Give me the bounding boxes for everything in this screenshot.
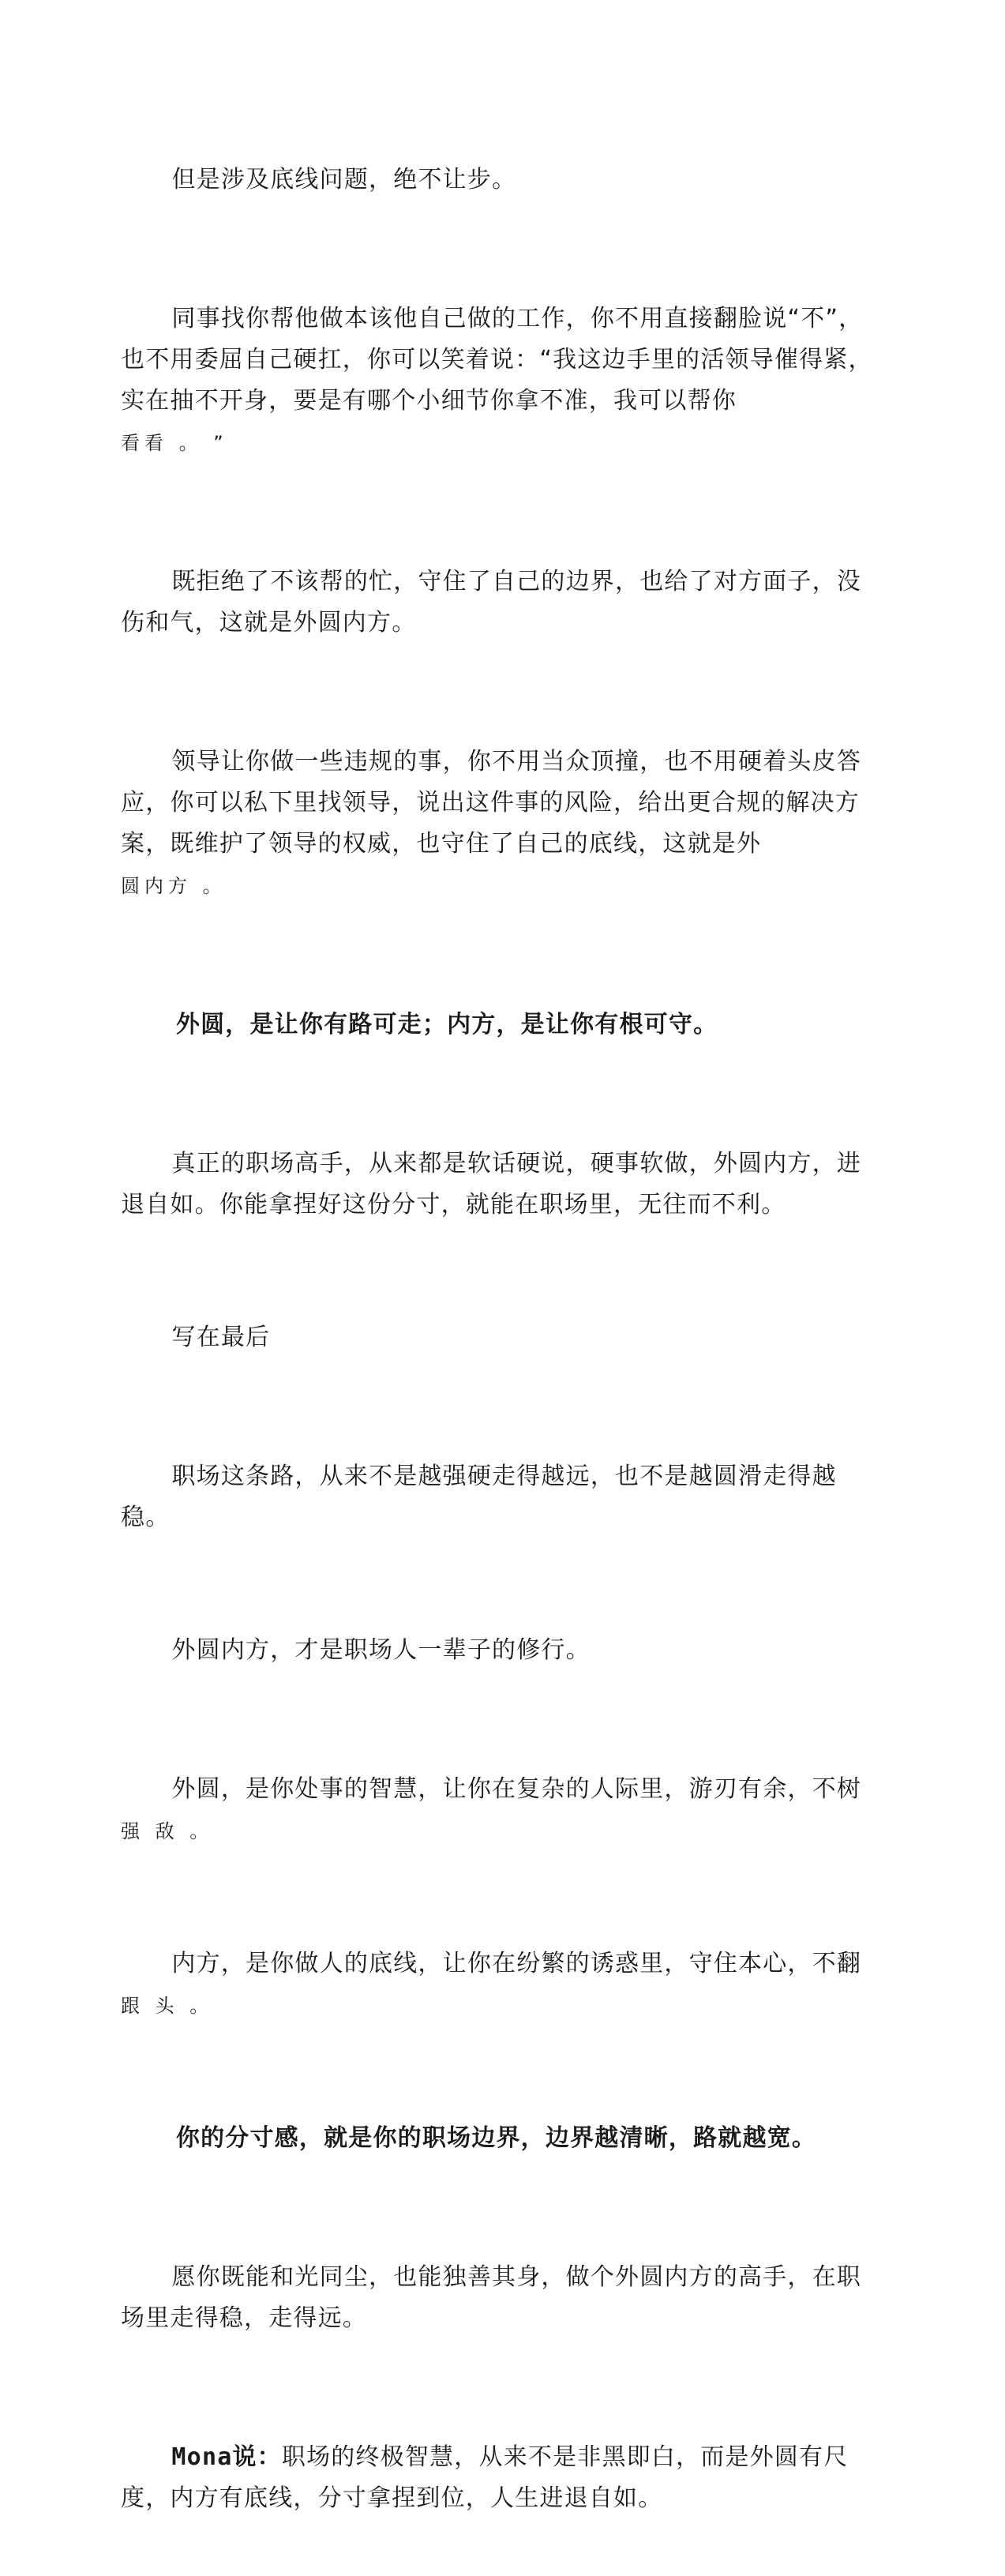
paragraph-inner-square bbox=[121, 1902, 879, 2067]
paragraph-tail: 圆内方 。 bbox=[121, 875, 227, 897]
paragraph-key-point-2 bbox=[121, 2077, 879, 2200]
paragraph-text: 你的分寸感，就是你的职场边界，边界越清晰，路就越宽。 bbox=[175, 2124, 817, 2152]
paragraph-wish bbox=[121, 2216, 879, 2380]
paragraph-outer-round bbox=[121, 1728, 879, 1893]
paragraph-career-road bbox=[121, 1415, 879, 1579]
paragraph-text: 职场这条路，从来不是越强硬走得越远，也不是越圆滑走得越稳。 bbox=[121, 1463, 837, 1531]
paragraph-key-point-1 bbox=[121, 963, 879, 1087]
paragraph-bottom-line bbox=[121, 118, 879, 242]
speaker-label: Mona说： bbox=[171, 2443, 282, 2471]
paragraph-text: 愿你既能和光同尘，也能独善其身，做个外圆内方的高手，在职场里走得稳，走得远。 bbox=[121, 2263, 862, 2332]
paragraph-text: 外圆内方，才是职场人一辈子的修行。 bbox=[171, 1636, 591, 1664]
paragraph-tail: 强 敌 。 bbox=[121, 1820, 214, 1842]
paragraph-text: 外圆，是你处事的智慧，让你在复杂的人际里，游刃有余，不树 bbox=[171, 1775, 862, 1803]
paragraph-colleague-example bbox=[121, 257, 879, 505]
paragraph-text: 既拒绝了不该帮的忙，守住了自己的边界，也给了对方面子，没伤和气，这就是外圆内方。 bbox=[121, 568, 862, 636]
paragraph-boundary-summary bbox=[121, 520, 879, 685]
paragraph-workplace-master bbox=[121, 1102, 879, 1267]
paragraph-text: 外圆，是让你有路可走；内方，是让你有根可守。 bbox=[175, 1011, 718, 1038]
paragraph-tail: 跟 头 。 bbox=[121, 1995, 214, 2017]
paragraph-mona-says bbox=[121, 2396, 879, 2560]
paragraph-text: 但是涉及底线问题，绝不让步。 bbox=[171, 166, 517, 193]
article-body bbox=[121, 118, 879, 2576]
paragraph-text: 职场的终极智慧，从来不是非黑即白，而是外圆有尺度，内方有底线，分寸拿捏到位，人生进退自如。 bbox=[121, 2443, 849, 2512]
paragraph-text: 内方，是你做人的底线，让你在纷繁的诱惑里，守住本心，不翻 bbox=[171, 1950, 862, 1977]
paragraph-text: 同事找你帮他做本该他自己做的工作，你不用直接翻脸说“不”，也不用委屈自己硬扛，你可以笑着说：“我这边手里的活领导催得紧，实在抽不开身，要是有哪个小细节你拿不准，我可以帮你 bbox=[121, 305, 873, 415]
paragraph-tail: 看看 。 ” bbox=[121, 432, 228, 454]
paragraph-text: 真正的职场高手，从来都是软话硬说，硬事软做，外圆内方，进退自如。你能拿捏好这份分寸，就能在职场里，无往而不利。 bbox=[121, 1150, 862, 1219]
heading-text: 写在最后 bbox=[171, 1324, 271, 1351]
paragraph-text: 领导让你做一些违规的事，你不用当众顶撞，也不用硬着头皮答应，你可以私下里找领导，说出这件事的风险，给出更合规的解决方案，既维护了领导的权威，也守住了自己的底线，这就是外 bbox=[121, 748, 862, 858]
paragraph-leader-example bbox=[121, 700, 879, 948]
paragraph-lifelong-practice bbox=[121, 1589, 879, 1712]
section-heading bbox=[121, 1276, 879, 1399]
